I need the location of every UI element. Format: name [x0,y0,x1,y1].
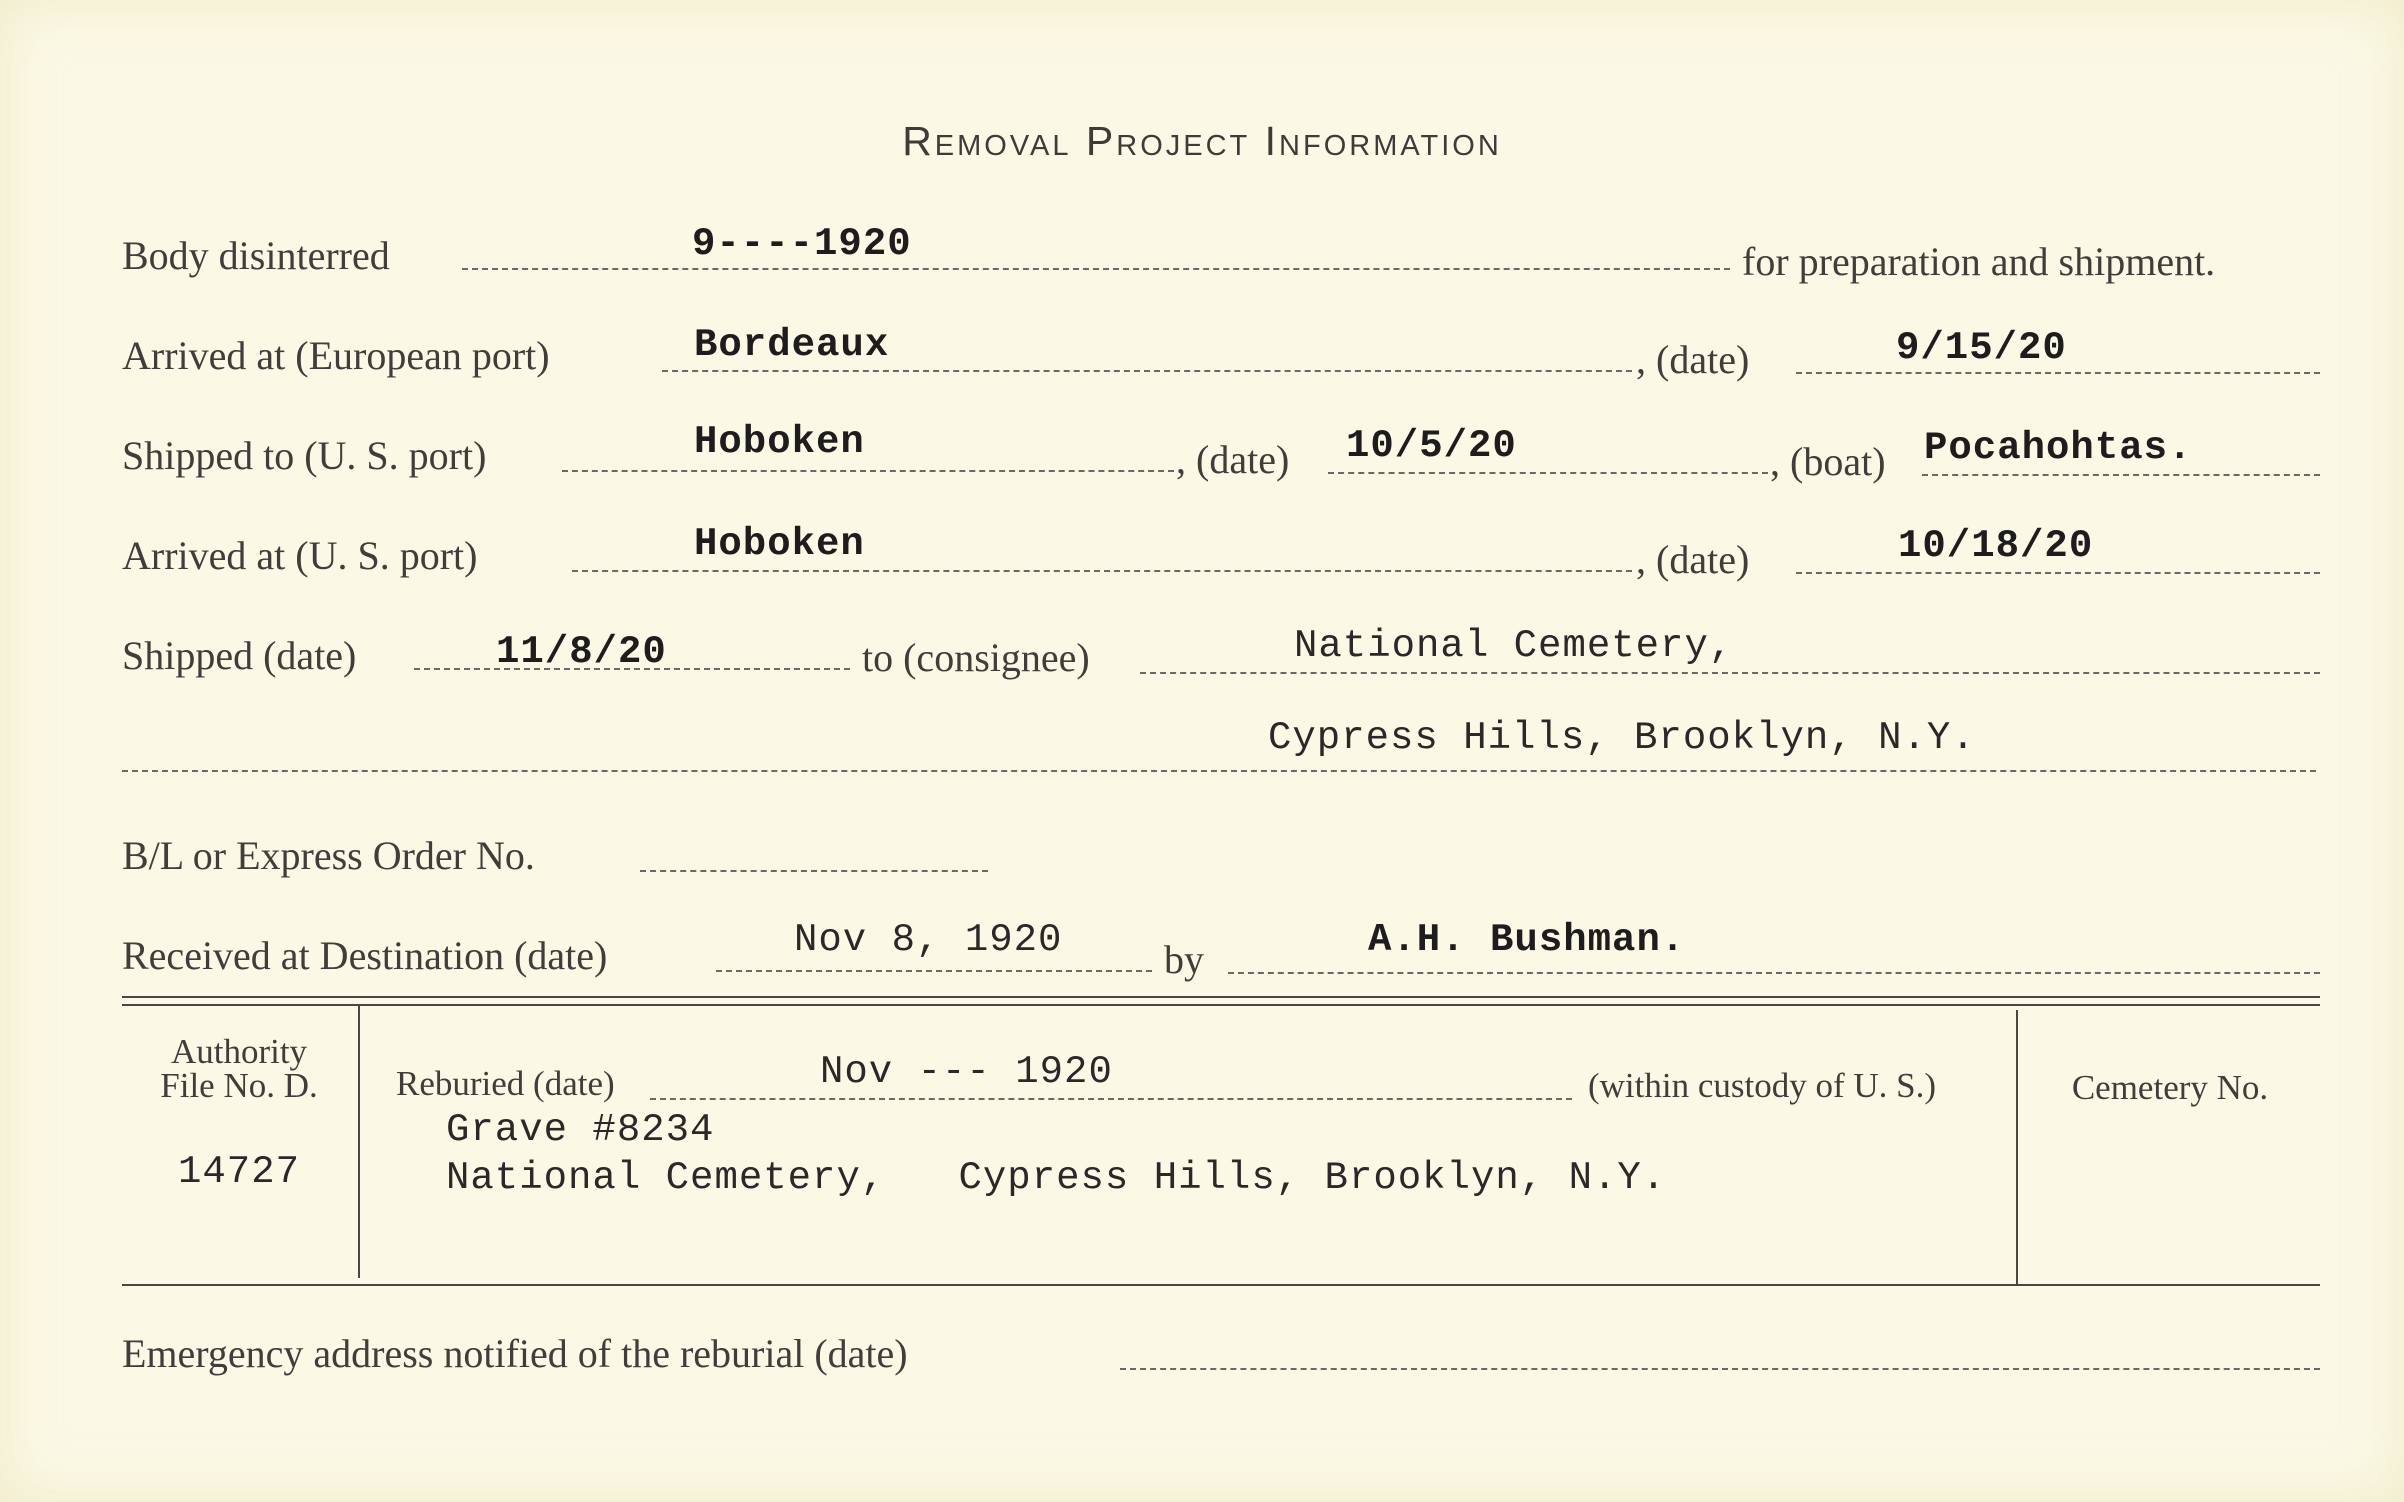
shipped-us-boat-line [1922,474,2320,476]
shipped-date-label: Shipped (date) [122,633,357,678]
received-date: Nov 8, 1920 [794,918,1063,962]
body-disinterred-suffix: for preparation and shipment. [1742,239,2216,284]
bl-order-line [640,870,988,872]
consignee-line-2 [122,770,2316,772]
grave-number: Grave #8234 [446,1108,715,1152]
arrived-european-label: Arrived at (European port) [122,333,550,378]
consignee-line2-value: Cypress Hills, Brooklyn, N.Y. [1268,716,1976,760]
arrived-us-label: Arrived at (U. S. port) [122,533,478,578]
box-bottom-rule [122,1284,2320,1286]
received-by: A.H. Bushman. [1368,918,1686,962]
custody-label: (within custody of U. S.) [1588,1066,1937,1105]
shipped-us-label: Shipped to (U. S. port) [122,433,487,478]
cemetery-no-label: Cemetery No. [2071,1068,2269,1107]
shipped-us-date-label: , (date) [1176,437,1290,482]
consignee-label: to (consignee) [862,635,1090,680]
bl-order-label: B/L or Express Order No. [122,833,535,878]
reburied-label: Reburied (date) [396,1064,615,1103]
authority-file-number: 14727 [177,1150,301,1194]
arrived-us-date-label: , (date) [1636,537,1750,582]
box-divider-left [358,1006,360,1278]
received-date-line [716,970,1152,972]
emergency-line [1120,1368,2320,1370]
authority-label-1: Authority [170,1032,308,1071]
box-top-rule-1 [122,996,2320,998]
received-label: Received at Destination (date) [122,933,608,978]
shipped-date: 11/8/20 [496,630,667,674]
arrived-european-port: Bordeaux [694,323,890,367]
arrived-european-date-line [1796,372,2320,374]
received-by-line [1228,972,2320,974]
arrived-us-line [572,570,1632,572]
reburied-date: Nov --- 1920 [820,1050,1113,1094]
reburial-location: National Cemetery, Cypress Hills, Brooklyn, N.Y. [446,1156,1667,1200]
body-disinterred-value: 9----1920 [692,222,912,266]
card-title: Removal Project Information [902,118,1502,164]
box-divider-right [2016,1010,2018,1284]
consignee-line1-value: National Cemetery, [1294,624,1734,668]
box-top-rule-2 [122,1004,2320,1006]
shipped-us-boat: Pocahohtas. [1924,426,2193,470]
consignee-line-1 [1140,672,2320,674]
arrived-european-date-label: , (date) [1636,337,1750,382]
reburied-line [650,1098,1572,1100]
shipped-us-line [562,470,1174,472]
body-disinterred-label: Body disinterred [122,233,390,278]
arrived-european-line [662,370,1632,372]
shipped-us-date-line [1328,472,1768,474]
arrived-us-date-line [1796,572,2320,574]
received-by-label: by [1164,937,1204,982]
arrived-european-date: 9/15/20 [1896,326,2067,370]
authority-label-2: File No. D. [160,1066,318,1105]
emergency-label: Emergency address notified of the reburial (date) [122,1331,908,1376]
arrived-us-date: 10/18/20 [1898,524,2094,568]
shipped-us-boat-label: , (boat) [1770,439,1886,484]
arrived-us-port: Hoboken [694,522,865,566]
body-disinterred-line [462,268,1730,270]
shipped-us-port: Hoboken [694,420,865,464]
shipped-us-date: 10/5/20 [1346,424,1517,468]
